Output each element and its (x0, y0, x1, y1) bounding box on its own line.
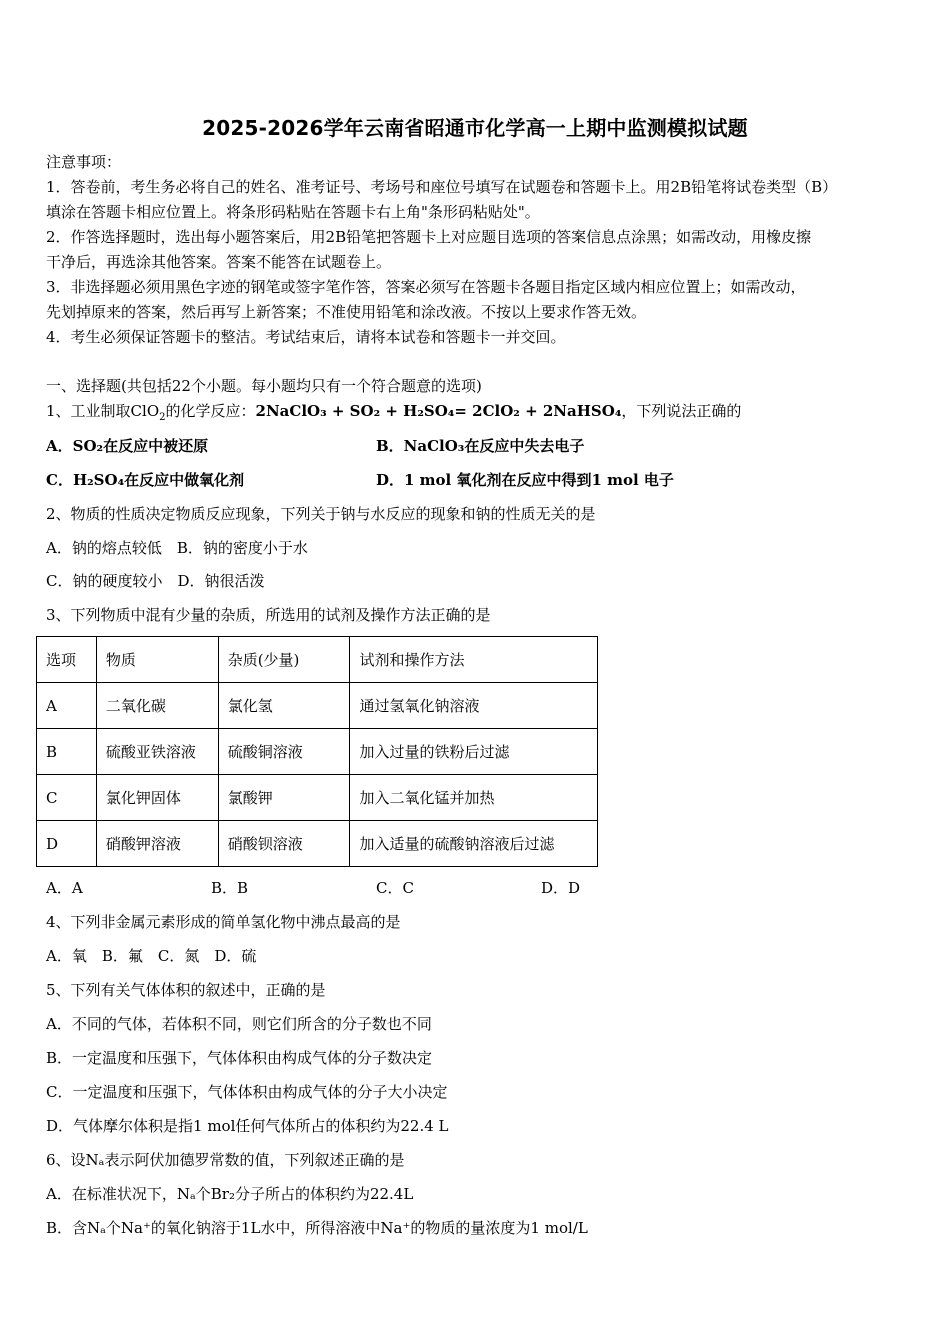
q5-option-d: D．气体摩尔体积是指1 mol任何气体所占的体积约为22.4 L (46, 1117, 449, 1135)
notice-heading: 注意事项： (46, 153, 122, 171)
table-cell: D (37, 821, 97, 867)
q1-option-a: A．SO₂在反应中被还原 (46, 437, 209, 455)
table-cell: 加入二氧化锰并加热 (350, 775, 598, 821)
table-cell: 通过氢氧化钠溶液 (350, 683, 598, 729)
question-1-stem (46, 401, 741, 421)
q5-option-c: C．一定温度和压强下，气体体积由构成气体的分子大小决定 (46, 1083, 448, 1101)
table-row (37, 821, 598, 867)
q2-options-cd: C．钠的硬度较小 D．钠很活泼 (46, 572, 265, 590)
notice-line: 2．作答选择题时，选出每小题答案后，用2B铅笔把答题卡上对应题目选项的答案信息点涂黑；如需改动，用橡皮擦 (46, 228, 812, 246)
q3-option-c: C．C (376, 879, 414, 897)
table-cell: 硝酸钡溶液 (218, 821, 350, 867)
q3-option-a: A．A (46, 879, 83, 897)
q2-options-ab: A．钠的熔点较低 B．钠的密度小于水 (46, 539, 308, 557)
q3-option-d: D．D (541, 879, 581, 897)
table-cell: 加入过量的铁粉后过滤 (350, 729, 598, 775)
q1-option-d: D．1 mol 氧化剂在反应中得到1 mol 电子 (376, 471, 674, 489)
q1-option-c: C．H₂SO₄在反应中做氧化剂 (46, 471, 245, 489)
table-cell: 氯化钾固体 (96, 775, 218, 821)
q1-sub: 2 (159, 412, 166, 423)
section-heading: 一、选择题(共包括22个小题。每小题均只有一个符合题意的选项) (46, 377, 482, 395)
q1-stem-c: ，下列说法正确的 (621, 402, 742, 420)
question-6-stem: 6、设Nₐ表示阿伏加德罗常数的值，下列叙述正确的是 (46, 1151, 405, 1169)
q4-options: A．氧 B．氟 C．氮 D．硫 (46, 947, 257, 965)
table-row (37, 729, 598, 775)
notice-line: 1．答卷前，考生务必将自己的姓名、准考证号、考场号和座位号填写在试题卷和答题卡上。用2B铅笔将试卷类型（B） (46, 178, 838, 196)
table-cell: 加入适量的硫酸钠溶液后过滤 (350, 821, 598, 867)
q1-equation: 2NaClO₃ + SO₂ + H₂SO₄= 2ClO₂ + 2NaHSO₄ (255, 402, 622, 420)
table-row (37, 775, 598, 821)
q6-option-b: B．含Nₐ个Na⁺的氧化钠溶于1L水中，所得溶液中Na⁺的物质的量浓度为1 mol/L (46, 1219, 588, 1237)
notice-line: 4．考生必须保证答题卡的整洁。考试结束后，请将本试卷和答题卡一并交回。 (46, 328, 566, 346)
q1-stem-b: 的化学反应： (165, 402, 256, 420)
table-cell: 二氧化碳 (96, 683, 218, 729)
q5-option-a: A．不同的气体，若体积不同，则它们所含的分子数也不同 (46, 1015, 432, 1033)
notice-line: 3．非选择题必须用黑色字迹的钢笔或签字笔作答，答案必须写在答题卡各题目指定区域内相应位置上；如需改动， (46, 278, 806, 296)
q1-stem-a: 1、工业制取ClO (46, 402, 160, 420)
table-cell: B (37, 729, 97, 775)
q5-option-b: B．一定温度和压强下，气体体积由构成气体的分子数决定 (46, 1049, 433, 1067)
table-cell: C (37, 775, 97, 821)
question-4-stem: 4、下列非金属元素形成的简单氢化物中沸点最高的是 (46, 913, 401, 931)
table-header-cell: 试剂和操作方法 (350, 637, 598, 683)
table-cell: 硝酸钾溶液 (96, 821, 218, 867)
table-cell: 氯化氢 (218, 683, 350, 729)
question-2-stem: 2、物质的性质决定物质反应现象，下列关于钠与水反应的现象和钠的性质无关的是 (46, 505, 596, 523)
table-cell: 硫酸亚铁溶液 (96, 729, 218, 775)
notice-line: 干净后，再选涂其他答案。答案不能答在试题卷上。 (46, 253, 392, 271)
table-header-cell: 杂质(少量) (218, 637, 350, 683)
table-header-cell: 选项 (37, 637, 97, 683)
question-3-stem: 3、下列物质中混有少量的杂质，所选用的试剂及操作方法正确的是 (46, 606, 491, 624)
question-5-stem: 5、下列有关气体体积的叙述中，正确的是 (46, 981, 326, 999)
q3-option-b: B．B (211, 879, 249, 897)
table-cell: 氯酸钾 (218, 775, 350, 821)
q6-option-a: A．在标准状况下，Nₐ个Br₂分子所占的体积约为22.4L (46, 1185, 414, 1203)
q1-option-b: B．NaClO₃在反应中失去电子 (376, 437, 585, 455)
page-title: 2025-2026学年云南省昭通市化学高一上期中监测模拟试题 (202, 116, 748, 140)
table-cell: 硫酸铜溶液 (218, 729, 350, 775)
notice-line: 填涂在答题卡相应位置上。将条形码粘贴在答题卡右上角"条形码粘贴处"。 (46, 203, 540, 221)
table-header-row (37, 637, 598, 683)
table-cell: A (37, 683, 97, 729)
q3-table (36, 636, 598, 867)
table-header-cell: 物质 (96, 637, 218, 683)
notice-line: 先划掉原来的答案，然后再写上新答案；不准使用铅笔和涂改液。不按以上要求作答无效。 (46, 303, 647, 321)
table-row (37, 683, 598, 729)
